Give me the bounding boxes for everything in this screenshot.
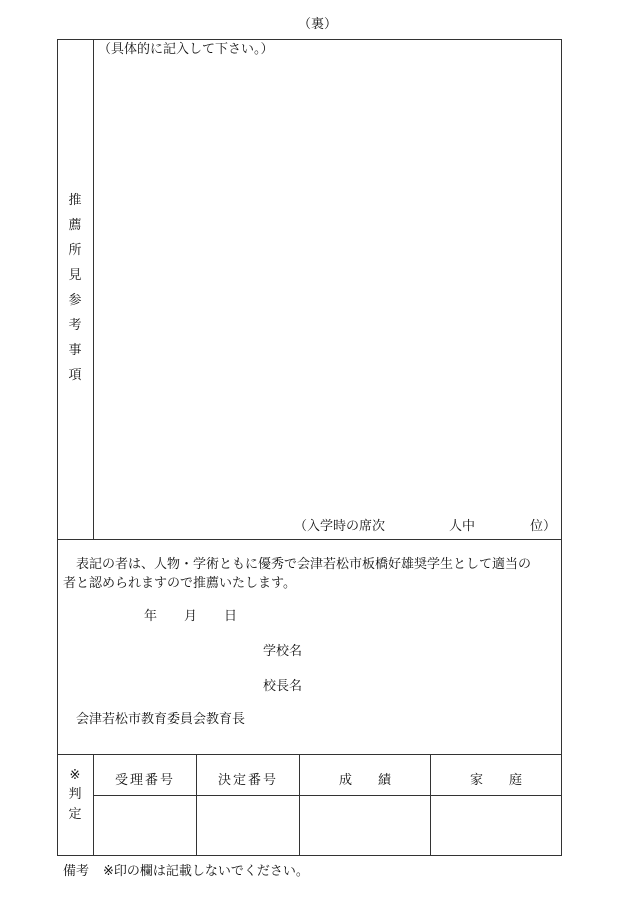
- reception-number-cell[interactable]: [94, 796, 196, 855]
- statement-line-1: 表記の者は、人物・学術ともに優秀で会津若松市板橋好雄奨学生として適当の: [76, 557, 532, 572]
- recommendation-label-char: 推: [68, 193, 82, 208]
- judgment-label-char: 判: [68, 787, 82, 802]
- principal-name-field[interactable]: [310, 676, 550, 696]
- family-header: 家 庭: [469, 773, 522, 788]
- judgment-label: [57, 767, 93, 825]
- recommendation-label: [57, 188, 93, 388]
- judgment-label-char: ※: [69, 768, 81, 783]
- rank-suffix: 位）: [530, 519, 557, 534]
- principal-name-label: 校長名: [263, 679, 303, 694]
- recommendation-label-char: 考: [68, 318, 82, 333]
- remarks-text: ※印の欄は記載しないでください。: [103, 864, 309, 879]
- addressee: 会津若松市教育委員会教育長: [76, 712, 246, 727]
- decision-number-cell[interactable]: [197, 796, 299, 855]
- rank-prefix: （入学時の席次: [294, 519, 386, 534]
- remarks-label: 備考: [63, 864, 90, 879]
- decision-number-header: 決定番号: [217, 773, 278, 788]
- date-day-label: 日: [224, 609, 238, 624]
- recommendation-label-char: 所: [68, 243, 82, 258]
- family-cell[interactable]: [431, 796, 561, 855]
- page-heading: （裏）: [298, 17, 338, 32]
- recommendation-label-char: 薦: [68, 218, 82, 233]
- date-year-field[interactable]: [100, 606, 140, 626]
- recommendation-text-area[interactable]: [94, 62, 561, 512]
- recommendation-label-char: 事: [68, 343, 82, 358]
- school-name-label: 学校名: [263, 644, 303, 659]
- grades-header: 成 績: [338, 773, 391, 788]
- date-year-label: 年: [144, 609, 158, 624]
- grades-cell[interactable]: [300, 796, 430, 855]
- rank-total-field[interactable]: [388, 516, 444, 536]
- judgment-label-char: 定: [68, 807, 82, 822]
- statement-line-2: 者と認められますので推薦いたします。: [63, 576, 296, 591]
- school-name-field[interactable]: [310, 641, 550, 661]
- recommendation-label-char: 参: [68, 293, 82, 308]
- date-day-field[interactable]: [200, 606, 222, 626]
- date-month-label: 月: [184, 609, 198, 624]
- rank-position-field[interactable]: [480, 516, 526, 536]
- date-month-field[interactable]: [160, 606, 182, 626]
- recommendation-label-char: 項: [68, 368, 82, 383]
- reception-number-header: 受理番号: [114, 773, 175, 788]
- recommendation-instruction: （具体的に記入して下さい。）: [98, 42, 274, 57]
- rank-mid: 人中: [449, 519, 476, 534]
- recommendation-label-char: 見: [68, 268, 82, 283]
